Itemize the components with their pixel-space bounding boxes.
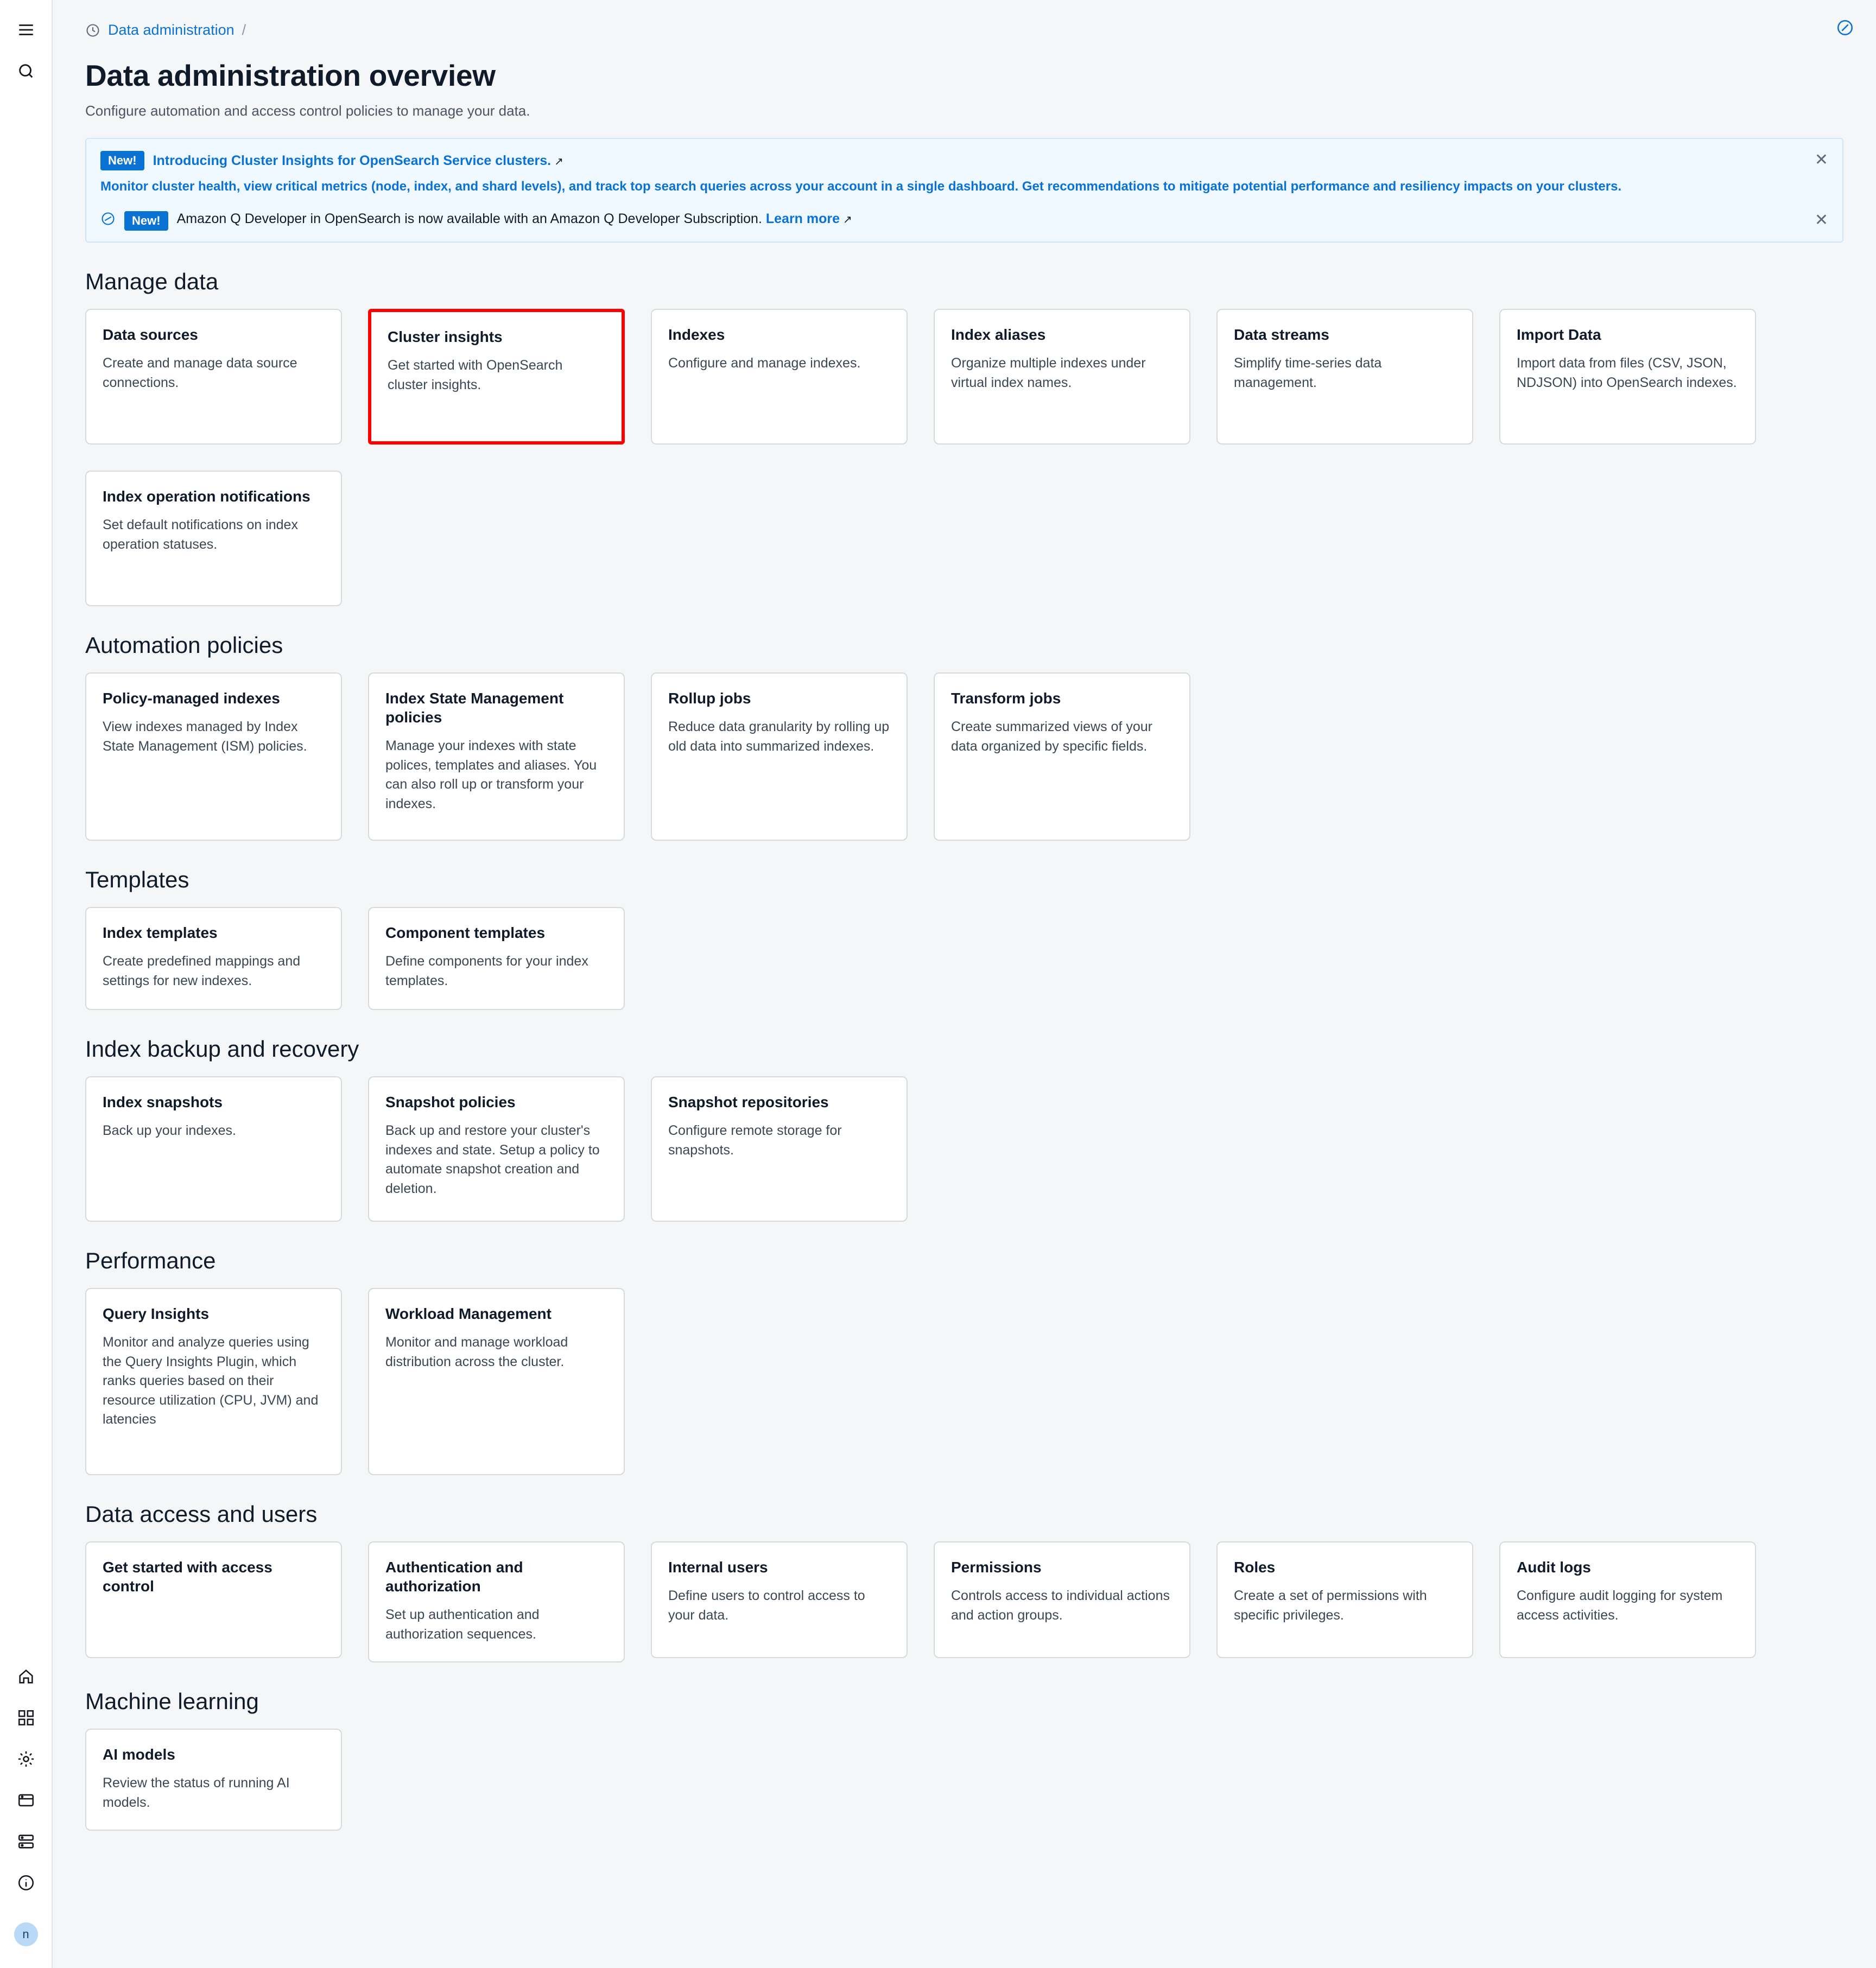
card-index-snapshots[interactable] bbox=[85, 1076, 342, 1222]
section-title-machine-learning: Machine learning bbox=[85, 1688, 259, 1715]
banner-headline-link[interactable]: Introducing Cluster Insights for OpenSearch Service clusters. bbox=[153, 153, 552, 168]
section-grid-templates bbox=[85, 907, 1843, 1010]
card-internal-users[interactable] bbox=[651, 1541, 908, 1658]
learn-more-link[interactable]: Learn more bbox=[765, 211, 840, 226]
help-icon[interactable] bbox=[1836, 18, 1854, 40]
card-title: Snapshot repositories bbox=[668, 1094, 829, 1111]
banner-close-icon[interactable]: ✕ bbox=[1814, 151, 1828, 169]
card-desc: Back up and restore your cluster's indexes and state. Setup a policy to automate snapshot creation and deletion. bbox=[385, 1123, 600, 1196]
card-ai-models[interactable] bbox=[85, 1729, 342, 1831]
card-desc: Define users to control access to your data. bbox=[668, 1588, 865, 1623]
card-desc: Create and manage data source connections. bbox=[103, 355, 297, 390]
section-title-automation-policies: Automation policies bbox=[85, 632, 283, 658]
card-title: Data sources bbox=[103, 326, 198, 344]
card-desc: Reduce data granularity by rolling up old data into summarized indexes. bbox=[668, 719, 890, 754]
card-desc: Define components for your index templates. bbox=[385, 954, 588, 988]
section-grid-machine-learning bbox=[85, 1729, 1843, 1831]
card-desc: Simplify time-series data management. bbox=[1234, 355, 1382, 390]
section-grid-automation-policies bbox=[85, 672, 1843, 841]
badge-new-2: New! bbox=[124, 211, 168, 231]
breadcrumb-item-data-administration[interactable]: Data administration bbox=[108, 22, 234, 38]
card-desc: Manage your indexes with state polices, templates and aliases. You can also roll up or transform your indexes. bbox=[385, 738, 597, 811]
external-link-icon: ↗ bbox=[554, 155, 563, 168]
avatar[interactable]: n bbox=[14, 1922, 38, 1946]
card-title: Indexes bbox=[668, 326, 725, 344]
section-grid-data-access bbox=[85, 1541, 1843, 1662]
card-component-templates[interactable] bbox=[368, 907, 625, 1010]
card-index-state-management-policies[interactable] bbox=[368, 672, 625, 841]
card-desc: Organize multiple indexes under virtual index names. bbox=[951, 355, 1146, 390]
card-title: Rollup jobs bbox=[668, 690, 751, 707]
card-title: Snapshot policies bbox=[385, 1094, 516, 1111]
storage-icon[interactable] bbox=[10, 1826, 42, 1857]
card-index-aliases[interactable] bbox=[934, 309, 1190, 445]
card-import-data[interactable] bbox=[1499, 309, 1756, 445]
card-roles[interactable] bbox=[1216, 1541, 1473, 1658]
rail-bottom-group bbox=[10, 1661, 42, 1968]
section-title-manage-data: Manage data bbox=[85, 269, 219, 295]
section-grid-performance bbox=[85, 1288, 1843, 1475]
card-policy-managed-indexes[interactable] bbox=[85, 672, 342, 841]
card-desc: Get started with OpenSearch cluster insights. bbox=[388, 358, 563, 392]
card-desc: Create a set of permissions with specific privileges. bbox=[1234, 1588, 1427, 1623]
card-desc: Monitor and analyze queries using the Query Insights Plugin, which ranks queries based on their resource utilization (CPU, JVM) and latencies bbox=[103, 1335, 319, 1427]
card-desc: Set default notifications on index operation statuses. bbox=[103, 517, 298, 552]
card-title: Index snapshots bbox=[103, 1094, 223, 1111]
card-desc: Configure remote storage for snapshots. bbox=[668, 1123, 842, 1158]
section-title-index-backup-and-recovery: Index backup and recovery bbox=[85, 1036, 359, 1062]
section-title-templates: Templates bbox=[85, 867, 189, 893]
badge-new: New! bbox=[100, 151, 144, 170]
card-title: Index operation notifications bbox=[103, 488, 310, 505]
card-desc: Create summarized views of your data organized by specific fields. bbox=[951, 719, 1152, 754]
banner-headline-wrap bbox=[153, 153, 563, 169]
card-authentication-and-authorization[interactable] bbox=[368, 1541, 625, 1662]
card-title: Authentication and authorization bbox=[385, 1559, 523, 1595]
card-rollup-jobs[interactable] bbox=[651, 672, 908, 841]
page-title: Data administration overview bbox=[85, 59, 496, 92]
card-title: Internal users bbox=[668, 1559, 768, 1576]
card-permissions[interactable] bbox=[934, 1541, 1190, 1658]
card-indexes[interactable] bbox=[651, 309, 908, 445]
bottom-spacer bbox=[85, 1831, 1843, 1896]
card-title: Cluster insights bbox=[388, 328, 503, 346]
card-title: Index State Management policies bbox=[385, 690, 564, 726]
gear-icon[interactable] bbox=[10, 1743, 42, 1775]
card-desc: Configure audit logging for system access activities. bbox=[1517, 1588, 1723, 1623]
card-title: Query Insights bbox=[103, 1305, 210, 1323]
card-title: Index aliases bbox=[951, 326, 1046, 344]
external-link-icon-2: ↗ bbox=[843, 213, 852, 226]
home-icon[interactable] bbox=[10, 1661, 42, 1692]
card-title: Index templates bbox=[103, 924, 218, 942]
banner-body-text: Monitor cluster health, view critical metrics (node, index, and shard levels), and track top search queries across your account in a single dashboard. Get recommendations to mitigate potential performance and resiliency impacts on your clusters. bbox=[100, 179, 1622, 194]
section-grid-index-backup bbox=[85, 1076, 1843, 1222]
banner-close-icon-2[interactable]: ✕ bbox=[1814, 211, 1828, 229]
search-icon[interactable] bbox=[10, 55, 42, 87]
menu-icon[interactable] bbox=[10, 14, 42, 46]
card-desc: View indexes managed by Index State Management (ISM) policies. bbox=[103, 719, 307, 754]
card-data-streams[interactable] bbox=[1216, 309, 1473, 445]
card-title: Get started with access control bbox=[103, 1559, 272, 1595]
card-title: Transform jobs bbox=[951, 690, 1061, 707]
card-index-templates[interactable] bbox=[85, 907, 342, 1010]
card-cluster-insights[interactable] bbox=[368, 309, 625, 445]
breadcrumb bbox=[85, 22, 246, 39]
card-snapshot-policies[interactable] bbox=[368, 1076, 625, 1222]
apps-icon[interactable] bbox=[10, 1702, 42, 1734]
card-audit-logs[interactable] bbox=[1499, 1541, 1756, 1658]
card-desc: Review the status of running AI models. bbox=[103, 1775, 290, 1810]
server-icon[interactable] bbox=[10, 1785, 42, 1816]
card-title: Permissions bbox=[951, 1559, 1042, 1576]
card-query-insights[interactable] bbox=[85, 1288, 342, 1475]
card-desc: Monitor and manage workload distribution across the cluster. bbox=[385, 1335, 568, 1369]
section-title-data-access-and-users: Data access and users bbox=[85, 1501, 318, 1527]
banner-q-text: Amazon Q Developer in OpenSearch is now available with an Amazon Q Developer Subscription. bbox=[176, 211, 762, 226]
card-index-operation-notifications[interactable] bbox=[85, 471, 342, 606]
main-region bbox=[53, 0, 1876, 1968]
top-bar bbox=[53, 0, 1876, 39]
card-transform-jobs[interactable] bbox=[934, 672, 1190, 841]
page-subtitle: Configure automation and access control policies to manage your data. bbox=[85, 103, 530, 119]
card-desc: Configure and manage indexes. bbox=[668, 355, 861, 371]
card-desc: Controls access to individual actions and action groups. bbox=[951, 1588, 1170, 1623]
banner-cluster-insights bbox=[100, 151, 1828, 196]
card-snapshot-repositories[interactable] bbox=[651, 1076, 908, 1222]
announcement-banners bbox=[85, 138, 1843, 243]
card-title: Import Data bbox=[1517, 326, 1601, 344]
breadcrumb-separator: / bbox=[242, 22, 246, 38]
announcement-icon bbox=[100, 211, 116, 226]
card-title: Policy-managed indexes bbox=[103, 690, 280, 707]
banner-q-text-wrap bbox=[177, 211, 852, 227]
history-icon[interactable] bbox=[85, 23, 100, 38]
card-title: Roles bbox=[1234, 1559, 1276, 1576]
card-desc: Create predefined mappings and settings for new indexes. bbox=[103, 954, 301, 988]
card-desc: Import data from files (CSV, JSON, NDJSON) into OpenSearch indexes. bbox=[1517, 355, 1737, 390]
card-title: Audit logs bbox=[1517, 1559, 1591, 1576]
card-desc: Set up authentication and authorization sequences. bbox=[385, 1607, 540, 1642]
banner-amazon-q bbox=[100, 211, 1828, 231]
card-desc: Back up your indexes. bbox=[103, 1123, 236, 1139]
card-get-started-with-access-control[interactable] bbox=[85, 1541, 342, 1658]
section-grid-manage-data bbox=[85, 309, 1843, 606]
info-icon[interactable] bbox=[10, 1867, 42, 1899]
card-title: Component templates bbox=[385, 924, 546, 942]
card-workload-management[interactable] bbox=[368, 1288, 625, 1475]
card-title: Workload Management bbox=[385, 1305, 552, 1323]
left-nav-rail bbox=[0, 0, 53, 1968]
card-data-sources[interactable] bbox=[85, 309, 342, 445]
section-title-performance: Performance bbox=[85, 1248, 216, 1274]
card-title: Data streams bbox=[1234, 326, 1329, 344]
page-content bbox=[53, 58, 1876, 1896]
card-title: AI models bbox=[103, 1746, 175, 1763]
